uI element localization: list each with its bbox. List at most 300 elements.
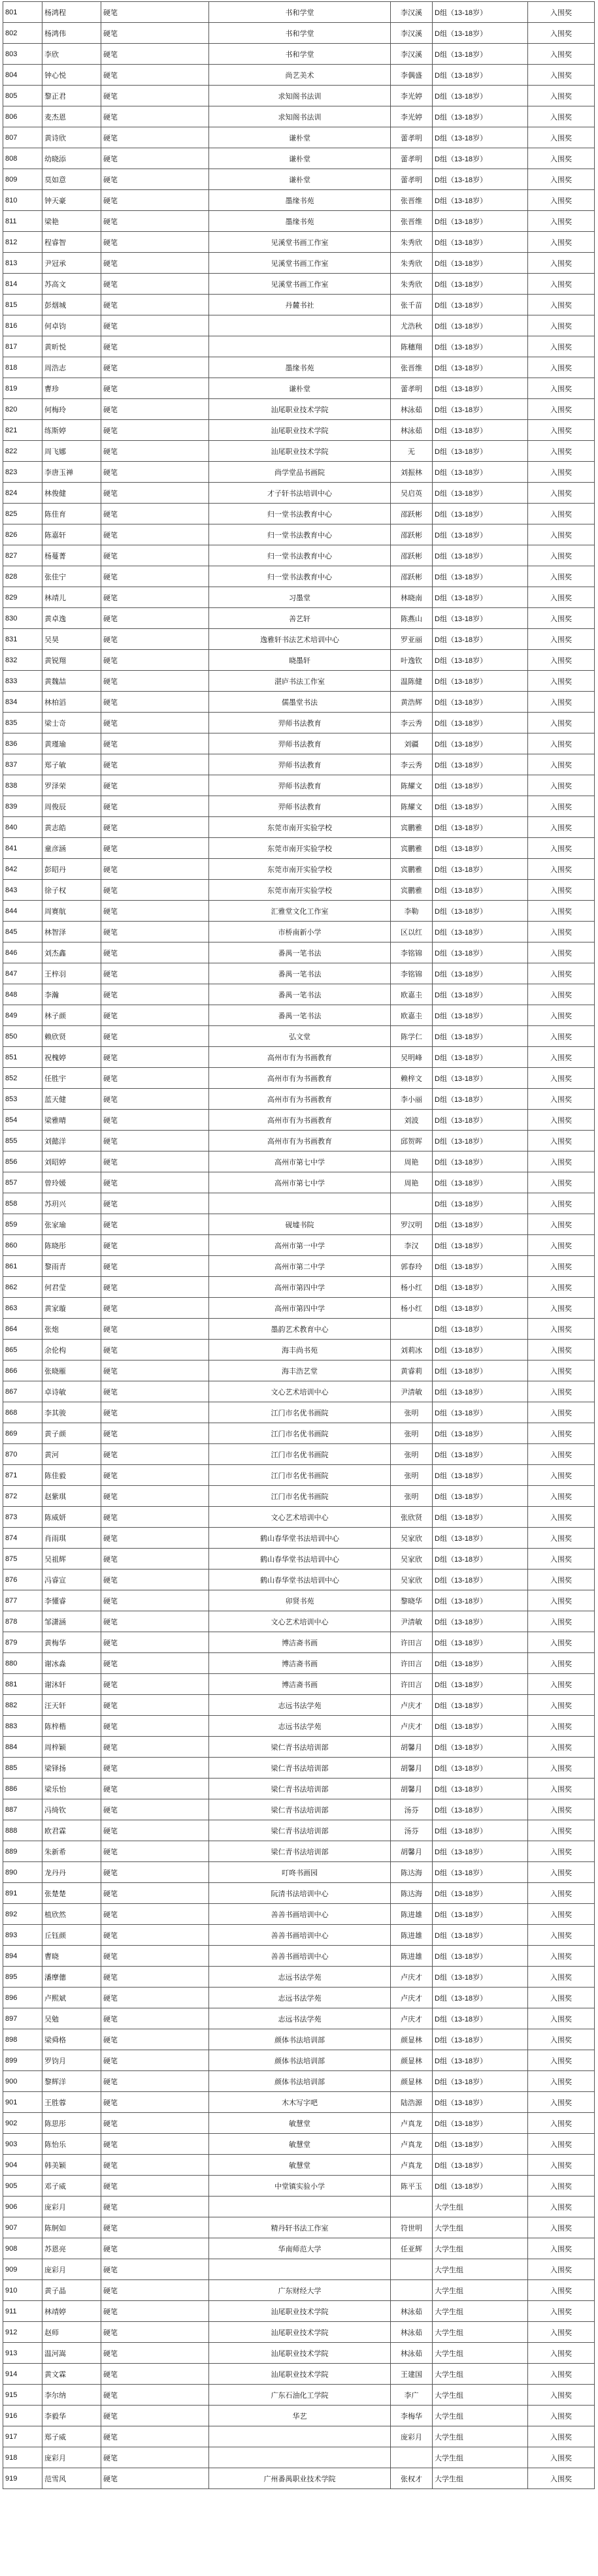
table-row [3,127,595,148]
entrant-name-cell: 朱新希 [42,1841,101,1862]
category-cell: 硬笔 [101,2092,209,2113]
entrant-name-cell: 卢熙斌 [42,1988,101,2008]
award-cell: 入围奖 [528,1340,595,1360]
teacher-cell [391,2197,433,2217]
entrant-name-cell: 黄卓逸 [42,608,101,629]
table-row [3,2176,595,2197]
institution-cell: 高州市有为书画教育 [209,1131,391,1151]
entry-number-cell: 831 [3,629,42,650]
entry-number-cell: 898 [3,2029,42,2050]
award-cell: 入围奖 [528,1423,595,1444]
institution-cell: 文心艺术培训中心 [209,1507,391,1528]
table-row [3,1695,595,1716]
entrant-name-cell: 郑子敏 [42,754,101,775]
institution-cell: 尚学堂品书画院 [209,462,391,483]
entrant-name-cell: 余伦构 [42,1340,101,1360]
teacher-cell [391,1319,433,1340]
entrant-name-cell: 林俊健 [42,483,101,504]
age-group-cell: D组（13-18岁） [433,1047,528,1068]
award-cell: 入围奖 [528,587,595,608]
teacher-cell: 李铭锦 [391,942,433,963]
table-row [3,1611,595,1632]
table-row [3,2071,595,2092]
entrant-name-cell: 庞彩月 [42,2197,101,2217]
entry-number-cell: 809 [3,169,42,190]
institution-cell [209,2426,391,2447]
teacher-cell: 李梅华 [391,2406,433,2426]
table-row [3,1214,595,1235]
category-cell: 硬笔 [101,1841,209,1862]
category-cell: 硬笔 [101,733,209,754]
teacher-cell: 黄睿莉 [391,1360,433,1381]
teacher-cell: 任亚辉 [391,2238,433,2259]
teacher-cell: 李光婷 [391,106,433,127]
age-group-cell: D组（13-18岁） [433,483,528,504]
category-cell: 硬笔 [101,1026,209,1047]
category-cell: 硬笔 [101,190,209,211]
age-group-cell: D组（13-18岁） [433,524,528,545]
entrant-name-cell: 赵紫琪 [42,1486,101,1507]
table-row [3,587,595,608]
age-group-cell: D组（13-18岁） [433,1423,528,1444]
award-cell: 入围奖 [528,23,595,44]
institution-cell: 叮咚书画园 [209,1862,391,1883]
age-group-cell: D组（13-18岁） [433,1131,528,1151]
award-cell: 入围奖 [528,127,595,148]
teacher-cell: 胡馨月 [391,1758,433,1779]
teacher-cell: 周艳 [391,1172,433,1193]
entrant-name-cell: 郑子威 [42,2426,101,2447]
age-group-cell: D组（13-18岁） [433,504,528,524]
table-row [3,1862,595,1883]
table-row [3,2217,595,2238]
teacher-cell: 张晋维 [391,190,433,211]
award-cell: 入围奖 [528,483,595,504]
entrant-name-cell: 李唐玉禅 [42,462,101,483]
entry-number-cell: 852 [3,1068,42,1089]
age-group-cell: D组（13-18岁） [433,1360,528,1381]
entrant-name-cell: 钟天豪 [42,190,101,211]
entrant-name-cell: 梁乐怡 [42,1779,101,1799]
award-cell: 入围奖 [528,922,595,942]
entry-number-cell: 820 [3,399,42,420]
award-cell: 入围奖 [528,1507,595,1528]
table-row [3,984,595,1005]
category-cell: 硬笔 [101,1695,209,1716]
table-row [3,880,595,901]
institution-cell: 江门市名优书画院 [209,1423,391,1444]
entry-number-cell: 888 [3,1820,42,1841]
table-row [3,1110,595,1131]
table-row [3,2197,595,2217]
award-cell: 入围奖 [528,2008,595,2029]
teacher-cell: 林泳茹 [391,2322,433,2343]
age-group-cell: 大学生组 [433,2238,528,2259]
entrant-name-cell: 李懂睿 [42,1590,101,1611]
category-cell: 硬笔 [101,2134,209,2155]
category-cell: 硬笔 [101,2406,209,2426]
entry-number-cell: 894 [3,1946,42,1967]
award-cell: 入围奖 [528,2050,595,2071]
institution-cell: 见溪堂书画工作室 [209,232,391,253]
category-cell: 硬笔 [101,420,209,441]
entrant-name-cell: 彭昭丹 [42,859,101,880]
entrant-name-cell: 练斯婷 [42,420,101,441]
age-group-cell: D组（13-18岁） [433,2176,528,2197]
table-row [3,1381,595,1402]
category-cell: 硬笔 [101,1110,209,1131]
table-row [3,1716,595,1737]
entry-number-cell: 851 [3,1047,42,1068]
category-cell: 硬笔 [101,984,209,1005]
award-cell: 入围奖 [528,984,595,1005]
entry-number-cell: 830 [3,608,42,629]
entry-number-cell: 845 [3,922,42,942]
teacher-cell: 李小丽 [391,1089,433,1110]
award-cell: 入围奖 [528,2343,595,2364]
entrant-name-cell: 李欣 [42,44,101,65]
institution-cell: 墨缘书苑 [209,357,391,378]
category-cell: 硬笔 [101,754,209,775]
entry-number-cell: 841 [3,838,42,859]
institution-cell: 广东石油化工学院 [209,2385,391,2406]
age-group-cell: D组（13-18岁） [433,2155,528,2176]
category-cell: 硬笔 [101,650,209,671]
category-cell: 硬笔 [101,1256,209,1277]
institution-cell: 谦朴堂 [209,169,391,190]
award-cell: 入围奖 [528,2155,595,2176]
entry-number-cell: 909 [3,2259,42,2280]
award-cell: 入围奖 [528,1256,595,1277]
institution-cell [209,2197,391,2217]
age-group-cell: D组（13-18岁） [433,169,528,190]
entry-number-cell: 918 [3,2447,42,2468]
age-group-cell: D组（13-18岁） [433,650,528,671]
category-cell: 硬笔 [101,1716,209,1737]
institution-cell: 志远书法学苑 [209,2008,391,2029]
institution-cell: 番禺一笔书法 [209,984,391,1005]
entry-number-cell: 865 [3,1340,42,1360]
category-cell: 硬笔 [101,608,209,629]
teacher-cell: 张千苗 [391,295,433,315]
teacher-cell: 卢庆才 [391,1695,433,1716]
entrant-name-cell: 林柏滔 [42,692,101,713]
age-group-cell: D组（13-18岁） [433,796,528,817]
institution-cell: 归一堂书法教育中心 [209,524,391,545]
institution-cell: 求知阁书法训 [209,86,391,106]
table-row [3,1507,595,1528]
entry-number-cell: 840 [3,817,42,838]
award-cell: 入围奖 [528,671,595,692]
entrant-name-cell: 黎辉洋 [42,2071,101,2092]
category-cell: 硬笔 [101,1883,209,1904]
award-cell: 入围奖 [528,399,595,420]
institution-cell: 羿师书法教育 [209,754,391,775]
institution-cell: 番禺一笔书法 [209,1005,391,1026]
entrant-name-cell: 谢沐轩 [42,1674,101,1695]
entrant-name-cell: 张家瑜 [42,1214,101,1235]
category-cell: 硬笔 [101,295,209,315]
table-row [3,2155,595,2176]
teacher-cell: 罗亚丽 [391,629,433,650]
teacher-cell: 张欣贤 [391,1507,433,1528]
category-cell: 硬笔 [101,2301,209,2322]
table-row [3,1068,595,1089]
teacher-cell: 张晋维 [391,211,433,232]
category-cell: 硬笔 [101,629,209,650]
table-row [3,504,595,524]
entry-number-cell: 834 [3,692,42,713]
age-group-cell: D组（13-18岁） [433,44,528,65]
category-cell: 硬笔 [101,2176,209,2197]
award-cell: 入围奖 [528,838,595,859]
institution-cell: 谦朴堂 [209,148,391,169]
entry-number-cell: 858 [3,1193,42,1214]
entry-number-cell: 843 [3,880,42,901]
award-cell: 入围奖 [528,1611,595,1632]
category-cell: 硬笔 [101,2113,209,2134]
institution-cell: 鹤山春华堂书法培训中心 [209,1570,391,1590]
award-cell: 入围奖 [528,2364,595,2385]
category-cell: 硬笔 [101,1402,209,1423]
award-cell: 入围奖 [528,1193,595,1214]
table-row [3,733,595,754]
category-cell: 硬笔 [101,942,209,963]
age-group-cell: D组（13-18岁） [433,2092,528,2113]
entry-number-cell: 900 [3,2071,42,2092]
table-row [3,2385,595,2406]
institution-cell: 东莞市南开实验学校 [209,817,391,838]
age-group-cell: D组（13-18岁） [433,984,528,1005]
entrant-name-cell: 李瀚 [42,984,101,1005]
age-group-cell: D组（13-18岁） [433,1716,528,1737]
award-cell: 入围奖 [528,2113,595,2134]
age-group-cell: D组（13-18岁） [433,566,528,587]
institution-cell: 儒墨堂书法 [209,692,391,713]
age-group-cell: D组（13-18岁） [433,1193,528,1214]
entrant-name-cell: 黄诗欣 [42,127,101,148]
entrant-name-cell: 曾玲媛 [42,1172,101,1193]
award-cell: 入围奖 [528,1883,595,1904]
table-row [3,1758,595,1779]
category-cell: 硬笔 [101,1549,209,1570]
teacher-cell: 朱秀欣 [391,232,433,253]
category-cell: 硬笔 [101,1423,209,1444]
category-cell: 硬笔 [101,106,209,127]
category-cell: 硬笔 [101,253,209,274]
entry-number-cell: 864 [3,1319,42,1340]
category-cell: 硬笔 [101,2,209,23]
entrant-name-cell: 程睿智 [42,232,101,253]
institution-cell: 墨缘书苑 [209,211,391,232]
age-group-cell: D组（13-18岁） [433,1653,528,1674]
institution-cell: 羿师书法教育 [209,796,391,817]
category-cell: 硬笔 [101,1214,209,1235]
institution-cell: 书和学堂 [209,23,391,44]
award-cell: 入围奖 [528,211,595,232]
category-cell: 硬笔 [101,1674,209,1695]
age-group-cell: D组（13-18岁） [433,1507,528,1528]
entry-number-cell: 822 [3,441,42,462]
teacher-cell: 李云秀 [391,713,433,733]
table-row [3,566,595,587]
category-cell: 硬笔 [101,1172,209,1193]
institution-cell: 汕尾职业技术学院 [209,420,391,441]
institution-cell: 中堂镇实验小学 [209,2176,391,2197]
teacher-cell: 刘波 [391,1110,433,1131]
entrant-name-cell: 梁雅晴 [42,1110,101,1131]
teacher-cell: 张权才 [391,2468,433,2489]
teacher-cell: 卢真龙 [391,2155,433,2176]
entrant-name-cell: 赵师 [42,2322,101,2343]
award-cell: 入围奖 [528,2259,595,2280]
institution-cell: 谦朴堂 [209,378,391,399]
entrant-name-cell: 陈佳育 [42,504,101,524]
table-row [3,608,595,629]
teacher-cell: 陆浩源 [391,2092,433,2113]
table-row [3,2322,595,2343]
entry-number-cell: 863 [3,1298,42,1319]
teacher-cell: 陈耀文 [391,775,433,796]
table-row [3,357,595,378]
entrant-name-cell: 吴祖辉 [42,1549,101,1570]
table-row [3,336,595,357]
age-group-cell: D组（13-18岁） [433,23,528,44]
entry-number-cell: 915 [3,2385,42,2406]
institution-cell: 见溪堂书画工作室 [209,274,391,295]
award-cell: 入围奖 [528,1862,595,1883]
age-group-cell: 大学生组 [433,2343,528,2364]
age-group-cell: D组（13-18岁） [433,1737,528,1758]
entry-number-cell: 821 [3,420,42,441]
table-row [3,2113,595,2134]
entry-number-cell: 889 [3,1841,42,1862]
age-group-cell: D组（13-18岁） [433,1925,528,1946]
award-cell: 入围奖 [528,1089,595,1110]
institution-cell: 逸雅轩书法艺术培训中心 [209,629,391,650]
category-cell: 硬笔 [101,378,209,399]
entrant-name-cell: 曹晓 [42,1946,101,1967]
age-group-cell: D组（13-18岁） [433,1026,528,1047]
age-group-cell: D组（13-18岁） [433,1883,528,1904]
entry-number-cell: 816 [3,315,42,336]
teacher-cell: 卢庆才 [391,1988,433,2008]
teacher-cell: 郭春玲 [391,1256,433,1277]
category-cell: 硬笔 [101,1611,209,1632]
table-row [3,274,595,295]
category-cell: 硬笔 [101,2385,209,2406]
entry-number-cell: 810 [3,190,42,211]
category-cell: 硬笔 [101,441,209,462]
age-group-cell: D组（13-18岁） [433,1841,528,1862]
entrant-name-cell: 欧君霖 [42,1820,101,1841]
category-cell: 硬笔 [101,1737,209,1758]
entry-number-cell: 804 [3,65,42,86]
table-row [3,441,595,462]
award-cell: 入围奖 [528,2322,595,2343]
entrant-name-cell: 冯睿宣 [42,1570,101,1590]
table-row [3,2280,595,2301]
teacher-cell: 林泳茹 [391,2343,433,2364]
entrant-name-cell: 黄梅华 [42,1632,101,1653]
award-cell: 入围奖 [528,2301,595,2322]
category-cell: 硬笔 [101,1235,209,1256]
institution-cell: 木木写字吧 [209,2092,391,2113]
table-row [3,211,595,232]
entrant-name-cell: 罗钧月 [42,2050,101,2071]
teacher-cell: 李铭锦 [391,963,433,984]
award-cell: 入围奖 [528,1465,595,1486]
entry-number-cell: 849 [3,1005,42,1026]
award-cell: 入围奖 [528,1172,595,1193]
entrant-name-cell: 刘懿洋 [42,1131,101,1151]
entrant-name-cell: 何卓钧 [42,315,101,336]
institution-cell: 颜体书法培训部 [209,2050,391,2071]
award-cell: 入围奖 [528,1716,595,1737]
entry-number-cell: 919 [3,2468,42,2489]
table-row [3,2259,595,2280]
institution-cell: 颜体书法培训部 [209,2029,391,2050]
table-row [3,1988,595,2008]
table-row [3,44,595,65]
teacher-cell: 张明 [391,1423,433,1444]
table-row [3,817,595,838]
teacher-cell: 李汉 [391,1235,433,1256]
teacher-cell: 颜显林 [391,2071,433,2092]
award-cell: 入围奖 [528,504,595,524]
teacher-cell: 胡馨月 [391,1737,433,1758]
table-row [3,1632,595,1653]
entry-number-cell: 839 [3,796,42,817]
category-cell: 硬笔 [101,2343,209,2364]
institution-cell: 广州番禺职业技术学院 [209,2468,391,2489]
entrant-name-cell: 麦杰恩 [42,106,101,127]
table-row [3,399,595,420]
entrant-name-cell: 周俊辰 [42,796,101,817]
table-row [3,2008,595,2029]
teacher-cell: 朱秀欣 [391,253,433,274]
entrant-name-cell: 潘摩僡 [42,1967,101,1988]
entrant-name-cell: 黄瑾瑜 [42,733,101,754]
age-group-cell: 大学生组 [433,2364,528,2385]
age-group-cell: D组（13-18岁） [433,1444,528,1465]
award-cell: 入围奖 [528,1110,595,1131]
table-row [3,2468,595,2489]
entrant-name-cell: 刘昭婷 [42,1151,101,1172]
teacher-cell [391,2280,433,2301]
age-group-cell: D组（13-18岁） [433,1967,528,1988]
teacher-cell: 庞彩月 [391,2426,433,2447]
institution-cell: 高州市第四中学 [209,1277,391,1298]
table-row [3,1486,595,1507]
entrant-name-cell: 陈思彤 [42,2113,101,2134]
institution-cell: 汕尾职业技术学院 [209,2364,391,2385]
table-row [3,1841,595,1862]
entrant-name-cell: 林子颜 [42,1005,101,1026]
table-row [3,629,595,650]
award-cell: 入围奖 [528,1758,595,1779]
category-cell: 硬笔 [101,2447,209,2468]
award-cell: 入围奖 [528,2197,595,2217]
teacher-cell: 陈进雄 [391,1925,433,1946]
entrant-name-cell: 莫如意 [42,169,101,190]
entry-number-cell: 886 [3,1779,42,1799]
entrant-name-cell: 陈怡乐 [42,2134,101,2155]
entry-number-cell: 896 [3,1988,42,2008]
table-row [3,190,595,211]
age-group-cell: D组（13-18岁） [433,127,528,148]
entry-number-cell: 877 [3,1590,42,1611]
